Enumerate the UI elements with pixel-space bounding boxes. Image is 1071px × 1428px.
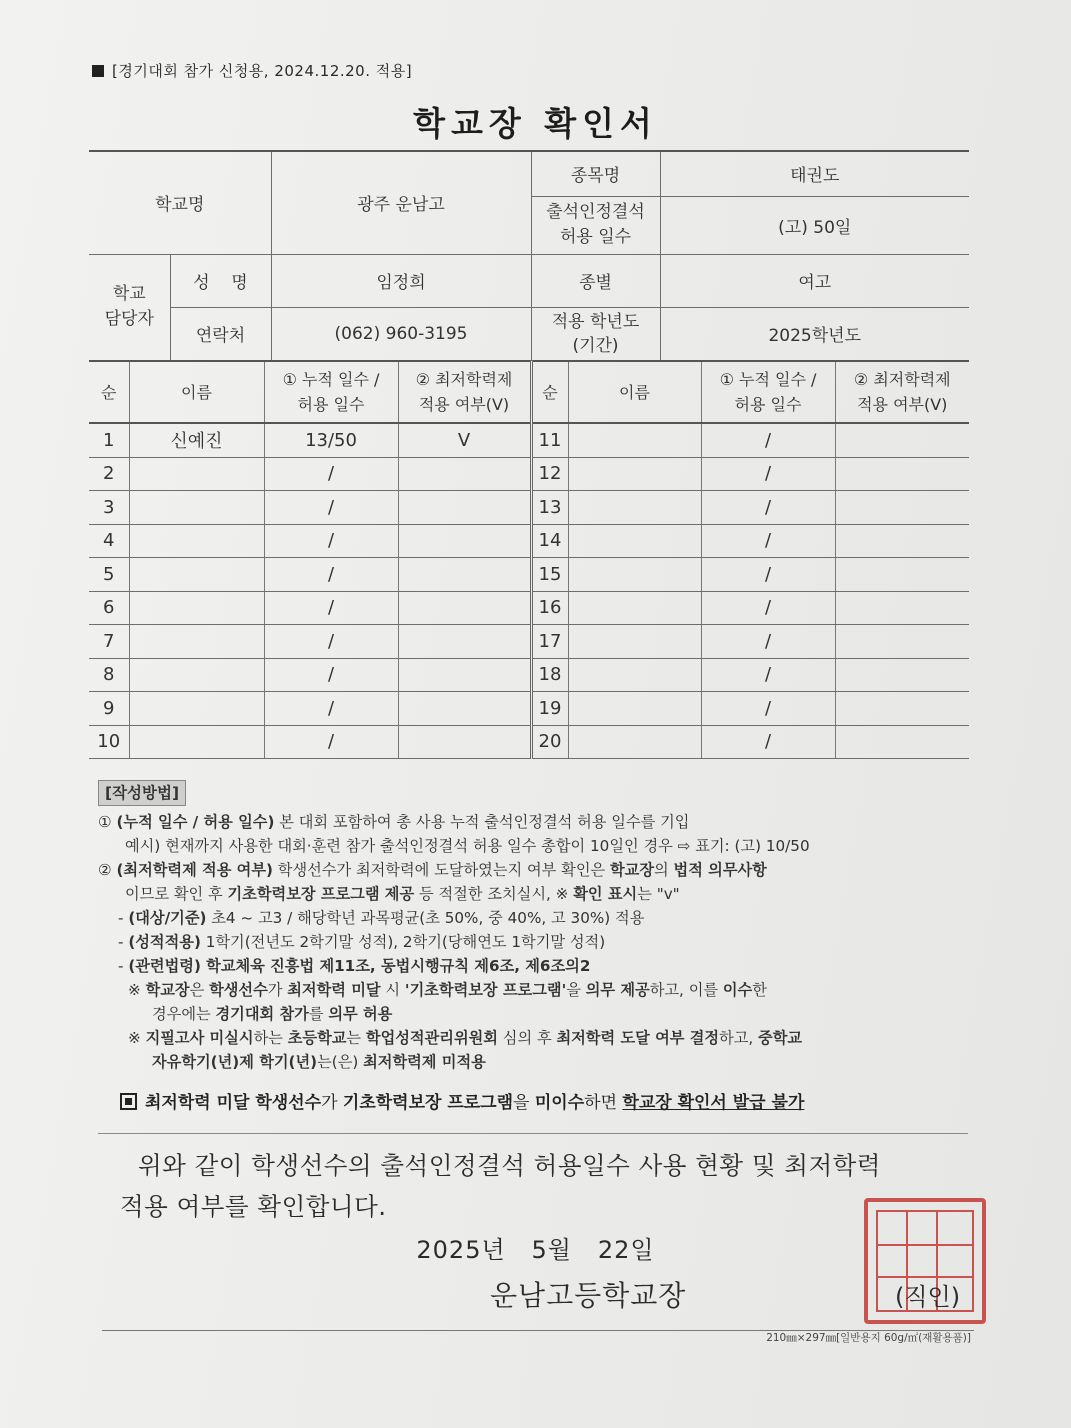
- days-value: (고) 50일: [660, 196, 969, 254]
- min-academic-check: [398, 491, 531, 525]
- phone-label: 연락처: [170, 307, 271, 360]
- min-academic-check: [835, 658, 969, 692]
- school-info-table: [89, 150, 969, 361]
- row-number: 16: [531, 591, 568, 625]
- row-number: 6: [89, 591, 129, 625]
- cumulative-days: /: [701, 625, 835, 659]
- gender-value: 여고: [660, 254, 969, 307]
- student-name: [129, 658, 264, 692]
- student-name: [568, 524, 701, 558]
- row-number: 15: [531, 558, 568, 592]
- cumulative-days: /: [701, 423, 835, 457]
- instruction-line: 자유학기(년)제 학기(년)는(은) 최저학력제 미적용: [152, 1053, 486, 1071]
- min-academic-check: [835, 725, 969, 759]
- header-cumulative: ① 누적 일수 / 허용 일수: [264, 361, 398, 423]
- row-number: 9: [89, 692, 129, 726]
- header-name: 이름: [568, 361, 701, 423]
- instruction-line: ※ 지필고사 미실시하는 초등학교는 학업성적관리위원회 심의 후 최저학력 도달 여부 결정하고, 중학교: [128, 1029, 803, 1047]
- cumulative-days: /: [701, 591, 835, 625]
- cumulative-days: /: [264, 591, 398, 625]
- header-min-academic: ② 최저학력제 적용 여부(V): [398, 361, 531, 423]
- cumulative-days: /: [264, 692, 398, 726]
- name-label: 성 명: [170, 254, 271, 307]
- min-academic-check: [835, 591, 969, 625]
- student-name: [129, 692, 264, 726]
- table-row: [89, 457, 969, 491]
- row-number: 8: [89, 658, 129, 692]
- min-academic-check: [398, 457, 531, 491]
- student-name: 신예진: [129, 423, 264, 457]
- row-number: 7: [89, 625, 129, 659]
- issue-date: 2025년 5월 22일: [416, 1236, 655, 1264]
- header-cumulative: ① 누적 일수 / 허용 일수: [701, 361, 835, 423]
- student-name: [129, 558, 264, 592]
- row-number: 3: [89, 491, 129, 525]
- divider: [98, 1133, 968, 1134]
- row-number: 18: [531, 658, 568, 692]
- instruction-line: ① (누적 일수 / 허용 일수) 본 대회 포함하여 총 사용 누적 출석인정결석 허용 일수를 기입: [98, 813, 690, 831]
- table-row: [89, 658, 969, 692]
- seal-label: (직인): [895, 1283, 961, 1311]
- row-number: 13: [531, 491, 568, 525]
- cumulative-days: /: [264, 524, 398, 558]
- table-row: [89, 725, 969, 759]
- header-seq: 순: [89, 361, 129, 423]
- cumulative-days: 13/50: [264, 423, 398, 457]
- bullet-square-icon: [92, 65, 104, 77]
- cumulative-days: /: [264, 625, 398, 659]
- table-row: [89, 524, 969, 558]
- table-row: [89, 625, 969, 659]
- confirmation-statement: 위와 같이 학생선수의 출석인정결석 허용일수 사용 현황 및 최저학력 적용 여부를 확인합니다.: [120, 1151, 881, 1221]
- min-academic-check: [835, 692, 969, 726]
- instruction-line: ② (최저학력제 적용 여부) 학생선수가 최저학력에 도달하였는지 여부 확인은 학교장의 법적 의무사항: [98, 861, 767, 879]
- instructions: [98, 780, 978, 1074]
- student-name: [568, 423, 701, 457]
- school-value: 광주 운남고: [271, 151, 531, 254]
- table-header-row: [89, 361, 969, 423]
- row-number: 10: [89, 725, 129, 759]
- row-number: 17: [531, 625, 568, 659]
- cumulative-days: /: [264, 725, 398, 759]
- student-name: [568, 591, 701, 625]
- student-name: [568, 558, 701, 592]
- cumulative-days: /: [701, 692, 835, 726]
- student-name: [129, 591, 264, 625]
- instruction-line: ※ 학교장은 학생선수가 최저학력 미달 시 '기초학력보장 프로그램'을 의무 제공하고, 이를 이수한: [128, 981, 767, 999]
- student-name: [129, 491, 264, 525]
- row-number: 20: [531, 725, 568, 759]
- cumulative-days: /: [701, 725, 835, 759]
- min-academic-check: [835, 558, 969, 592]
- table-row: [89, 692, 969, 726]
- instruction-line: 경우에는 경기대회 참가를 의무 허용: [152, 1005, 393, 1023]
- instruction-line: - (성적적용) 1학기(전년도 2학기말 성적), 2학기(당해연도 1학기말 성적): [118, 933, 606, 951]
- contact-label: 학교 담당자: [89, 254, 170, 360]
- phone-value: (062) 960-3195: [271, 307, 531, 360]
- days-label: 출석인정결석 허용 일수: [531, 196, 660, 254]
- min-academic-check: [398, 625, 531, 659]
- student-name: [129, 725, 264, 759]
- row-number: 2: [89, 457, 129, 491]
- checkbox-square-icon: [120, 1093, 137, 1110]
- instructions-title: [작성방법]: [98, 780, 186, 806]
- school-label: 학교명: [89, 151, 271, 254]
- student-name: [568, 725, 701, 759]
- row-number: 1: [89, 423, 129, 457]
- min-academic-check: V: [398, 423, 531, 457]
- table-row: [89, 591, 969, 625]
- cumulative-days: /: [264, 457, 398, 491]
- instruction-line: - (대상/기준) 초4 ~ 고3 / 해당학년 과목평균(초 50%, 중 40%, 고 30%) 적용: [118, 909, 645, 927]
- row-number: 12: [531, 457, 568, 491]
- student-name: [568, 625, 701, 659]
- table-row: [89, 558, 969, 592]
- cumulative-days: /: [701, 558, 835, 592]
- min-academic-check: [835, 524, 969, 558]
- sport-label: 종목명: [531, 151, 660, 196]
- instruction-line: 이므로 확인 후 기초학력보장 프로그램 제공 등 적절한 조치실시, ※ 확인 표시는 "v": [125, 885, 680, 903]
- instruction-line: - (관련법령) 학교체육 진흥법 제11조, 동법시행규칙 제6조, 제6조의2: [118, 957, 591, 975]
- header-name: 이름: [129, 361, 264, 423]
- row-number: 19: [531, 692, 568, 726]
- document-title: 학교장 확인서: [413, 104, 658, 143]
- name-value: 임정희: [271, 254, 531, 307]
- signer-name: 운남고등학교장: [490, 1279, 687, 1312]
- year-label: 적용 학년도 (기간): [531, 307, 660, 360]
- student-name: [568, 658, 701, 692]
- sport-value: 태권도: [660, 151, 969, 196]
- row-number: 5: [89, 558, 129, 592]
- row-number: 4: [89, 524, 129, 558]
- min-academic-check: [398, 692, 531, 726]
- instruction-line: 예시) 현재까지 사용한 대회·훈련 참가 출석인정결석 허용 일수 총합이 10일인 경우 ⇨ 표기: (고) 10/50: [125, 837, 810, 855]
- student-name: [129, 524, 264, 558]
- final-notice: 최저학력 미달 학생선수가 기초학력보장 프로그램을 미이수하면 학교장 확인서 발급 불가: [120, 1088, 804, 1113]
- cumulative-days: /: [264, 558, 398, 592]
- form-note: [경기대회 참가 신청용, 2024.12.20. 적용]: [92, 60, 412, 81]
- min-academic-check: [835, 457, 969, 491]
- cumulative-days: /: [701, 658, 835, 692]
- student-name: [129, 625, 264, 659]
- cumulative-days: /: [701, 491, 835, 525]
- cumulative-days: /: [701, 524, 835, 558]
- student-name: [129, 457, 264, 491]
- paper-spec: 210㎜×297㎜[일반용지 60g/㎡(재활용품)]: [766, 1332, 971, 1344]
- table-row: [89, 491, 969, 525]
- header-min-academic: ② 최저학력제 적용 여부(V): [835, 361, 969, 423]
- cumulative-days: /: [701, 457, 835, 491]
- min-academic-check: [398, 725, 531, 759]
- student-table: [89, 360, 969, 759]
- min-academic-check: [398, 524, 531, 558]
- min-academic-check: [835, 625, 969, 659]
- table-row: [89, 423, 969, 457]
- header-seq: 순: [531, 361, 568, 423]
- row-number: 11: [531, 423, 568, 457]
- min-academic-check: [398, 558, 531, 592]
- cumulative-days: /: [264, 491, 398, 525]
- min-academic-check: [835, 491, 969, 525]
- student-name: [568, 692, 701, 726]
- row-number: 14: [531, 524, 568, 558]
- student-name: [568, 491, 701, 525]
- cumulative-days: /: [264, 658, 398, 692]
- min-academic-check: [835, 423, 969, 457]
- year-value: 2025학년도: [660, 307, 969, 360]
- student-name: [568, 457, 701, 491]
- min-academic-check: [398, 591, 531, 625]
- min-academic-check: [398, 658, 531, 692]
- gender-label: 종별: [531, 254, 660, 307]
